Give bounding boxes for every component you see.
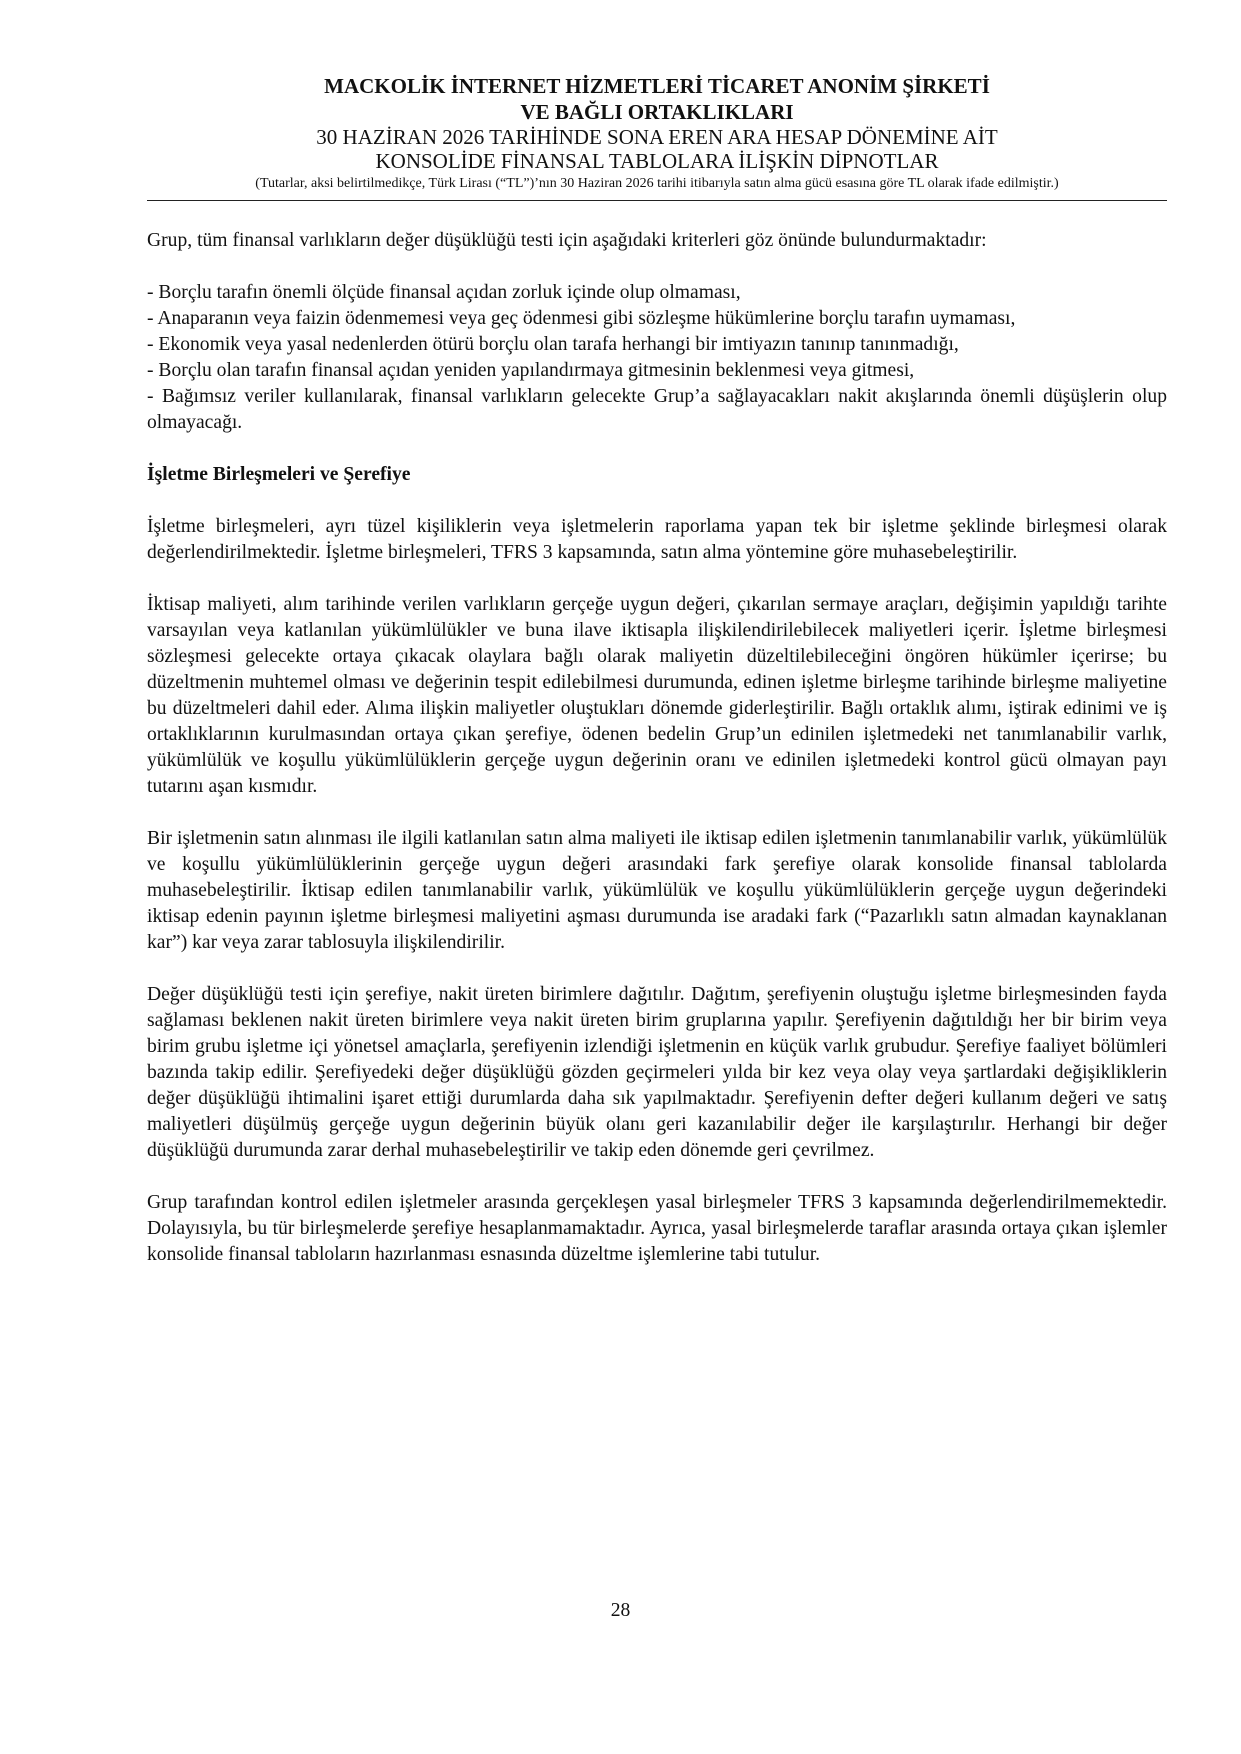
page-number: 28 bbox=[610, 1600, 631, 1621]
document-body bbox=[147, 228, 1167, 1268]
list-item: - Ekonomik veya yasal nedenlerden ötürü borçlu olan tarafa herhangi bir imtiyazın tanınıp tanınmadığı, bbox=[147, 334, 959, 355]
paragraph: Değer düşüklüğü testi için şerefiye, nakit üreten birimlere dağıtılır. Dağıtım, şerefiyenin oluştuğu işletme birleşmesinden fayda sağlaması beklenen nakit üreten birimlere veya nakit üreten birim gruplarına yapılır. Şerefiyenin dağıtıldığı her bir birim veya birim grubu işletme içi yönetsel amaçlarla, şerefiyenin izlendiği işletmenin en küçük varlık grubudur. Şerefiye faaliyet bölümleri bazında takip edilir. Şerefiyedeki değer düşüklüğü gözden geçirmeleri yılda bir kez veya olay veya şartlardaki değişikliklerin değer düşüklüğü ihtimalini işaret ettiği durumlarda daha sık yapılmaktadır. Şerefiyenin defter değeri kullanım değeri ve satış maliyetleri düşülmüş gerçeğe uygun değerinin büyük olanı geri kazanılabilir değer ile karşılaştırılır. Herhangi bir değer düşüklüğü durumunda zarar derhal muhasebeleştirilir ve takip eden dönemde geri çevrilmez. bbox=[147, 984, 1167, 1161]
list-item: - Borçlu tarafın önemli ölçüde finansal açıdan zorluk içinde olup olmaması, bbox=[147, 282, 741, 303]
currency-note: (Tutarlar, aksi belirtilmedikçe, Türk Lirası (“TL”)’nın 30 Haziran 2026 tarihi itibarıyla satın alma gücü esasına göre TL olarak ifade edilmiştir.) bbox=[255, 176, 1059, 191]
page-header bbox=[147, 73, 1167, 193]
paragraph: İktisap maliyeti, alım tarihinde verilen varlıkların gerçeğe uygun değeri, çıkarılan sermaye araçları, değişimin yapıldığı tarihte varsayılan veya katlanılan yükümlülükler ve buna ilave iktisapla ilişkilendirilebilecek maliyetleri içerir. İşletme birleşmesi sözleşmesi gelecekte ortaya çıkacak olaylara bağlı olarak maliyetin düzeltilebileceğini öngören hükümler içerirse; bu düzeltmenin muhtemel olması ve değerinin tespit edilebilmesi durumunda, edinen işletme birleşme tarihinde birleşme maliyetine bu düzeltmeleri dahil eder. Alıma ilişkin maliyetler oluştukları dönemde giderleştirilir. Bağlı ortaklık alımı, iştirak edinimi ve iş ortaklıklarının kurulmasından ortaya çıkan şerefiye, ödenen bedelin Grup’un edinilen işletmedeki net tanımlanabilir varlık, yükümlülük ve koşullu yükümlülüklerin gerçeğe uygun değerinin oranı ve edinilen işletmedeki kontrol gücü olmayan payı tutarını aşan kısmıdır. bbox=[147, 594, 1167, 797]
paragraph: Grup tarafından kontrol edilen işletmeler arasında gerçekleşen yasal birleşmeler TFRS 3 kapsamında değerlendirilmemektedir. Dolayısıyla, bu tür birleşmelerde şerefiye hesaplanmamaktadır. Ayrıca, yasal birleşmelerde taraflar arasında ortaya çıkan işlemler konsolide finansal tabloların hazırlanması esnasında düzeltme işlemlerine tabi tutulur. bbox=[147, 1192, 1167, 1265]
list-item: - Anaparanın veya faizin ödenmemesi veya geç ödenmesi gibi sözleşme hükümlerine borçlu tarafın uymaması, bbox=[147, 308, 1016, 329]
company-name-line1: MACKOLİK İNTERNET HİZMETLERİ TİCARET ANONİM ŞİRKETİ bbox=[324, 74, 990, 98]
period-title-line1: 30 HAZİRAN 2026 TARİHİNDE SONA EREN ARA HESAP DÖNEMİNE AİT bbox=[316, 125, 998, 149]
impairment-criteria-list bbox=[147, 280, 1167, 436]
list-item: - Borçlu olan tarafın finansal açıdan yeniden yapılandırmaya gitmesinin beklenmesi veya gitmesi, bbox=[147, 360, 915, 381]
period-title-line2: KONSOLİDE FİNANSAL TABLOLARA İLİŞKİN DİPNOTLAR bbox=[375, 149, 939, 173]
company-name-line2: VE BAĞLI ORTAKLIKLARI bbox=[520, 100, 794, 124]
intro-paragraph: Grup, tüm finansal varlıkların değer düşüklüğü testi için aşağıdaki kriterleri göz önünde bulundurmaktadır: bbox=[147, 230, 987, 251]
paragraph: Bir işletmenin satın alınması ile ilgili katlanılan satın alma maliyeti ile iktisap edilen işletmenin tanımlanabilir varlık, yükümlülük ve koşullu yükümlülüklerinin gerçeğe uygun değeri arasındaki fark şerefiye olarak konsolide finansal tablolarda muhasebeleştirilir. İktisap edilen tanımlanabilir varlık, yükümlülük ve koşullu yükümlülüklerin gerçeğe uygun değerindeki iktisap edenin payının işletme birleşmesi maliyetini aşması durumunda ise aradaki fark (“Pazarlıklı satın almadan kaynaklanan kar”) kar veya zarar tablosuyla ilişkilendirilir. bbox=[147, 828, 1167, 953]
paragraph: İşletme birleşmeleri, ayrı tüzel kişiliklerin veya işletmelerin raporlama yapan tek bir işletme şeklinde birleşmesi olarak değerlendirilmektedir. İşletme birleşmeleri, TFRS 3 kapsamında, satın alma yöntemine göre muhasebeleştirilir. bbox=[147, 516, 1167, 563]
header-divider bbox=[147, 200, 1167, 201]
section-title: İşletme Birleşmeleri ve Şerefiye bbox=[147, 464, 411, 485]
list-item: - Bağımsız veriler kullanılarak, finansal varlıkların gelecekte Grup’a sağlayacakları nakit akışlarında önemli düşüşlerin olup olmayacağı. bbox=[147, 386, 1167, 433]
